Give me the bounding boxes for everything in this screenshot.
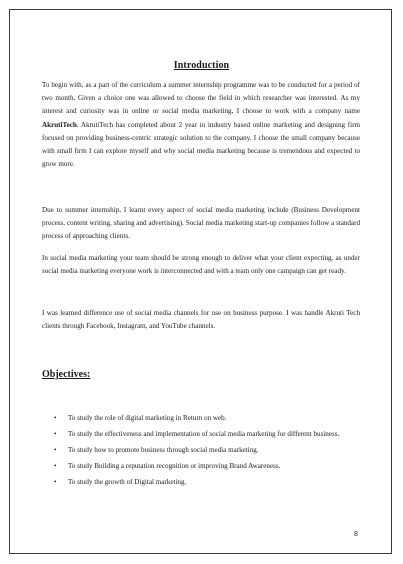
objective-item	[54, 475, 360, 489]
objective-text: To study the role of digital marketing in Return on web.	[68, 414, 227, 422]
page-number: 8	[354, 531, 358, 538]
objective-text: To study Building a reputation recognition or improving Brand Awareness.	[68, 462, 281, 470]
bullet-icon: •	[54, 414, 57, 422]
objective-item	[54, 427, 360, 441]
bullet-icon: •	[54, 430, 57, 438]
bullet-icon: •	[54, 478, 57, 486]
objective-text: To study the growth of Digital marketing.	[68, 478, 187, 486]
intro-paragraph-1-text-a: To begin with, as a part of the curriculum a summer internship programme was to be conducted for a period of two month. Given a choice one was allowed to choose the field in which researcher was interested. As my interest and curiosity was in online or social media marketing, I choose to work with a company name	[42, 81, 360, 116]
bullet-icon: •	[54, 446, 57, 454]
objective-text: To study the effectiveness and implementation of social media marketing for different business.	[68, 430, 340, 438]
objective-text: To study how to promote business through social media marketing.	[68, 446, 259, 454]
company-name: AkrutiTech	[42, 120, 77, 129]
page-title: Introduction	[173, 60, 230, 71]
intro-paragraph-2: Due to summer internship, I learnt every aspect of social media marketing include (Business Development process, content writing, sharing and advertising). Social media marketing start-up companies follow a standard process of approaching clients.	[42, 206, 360, 241]
objective-item	[54, 459, 360, 473]
intro-paragraph-4: I was learned difference use of social media channels for use on business purpose. I was handle Akruti Tech clients through Facebook, Instagram, and YouTube channels.	[42, 309, 360, 331]
bullet-icon: •	[54, 462, 57, 470]
objectives-list	[54, 411, 360, 491]
objectives-heading: Objectives:	[42, 369, 91, 380]
objective-item	[54, 411, 360, 425]
objective-item	[54, 443, 360, 457]
intro-paragraph-3: In social media marketing your team should be strong enough to deliver what your client expecting, as under social media marketing everyone work is interconnected and with a team only one campaign can get ready.	[42, 254, 360, 276]
intro-paragraph-1-text-b: . AkrutiTech has completed about 2 year in industry based online marketing and designing firm focused on providing business-centric strategic solution to the company. I choose the small company because with small firm I can explore myself and why social media marketing because is tremendous and expected to grow more.	[42, 120, 360, 169]
intro-paragraph-1	[42, 79, 360, 171]
